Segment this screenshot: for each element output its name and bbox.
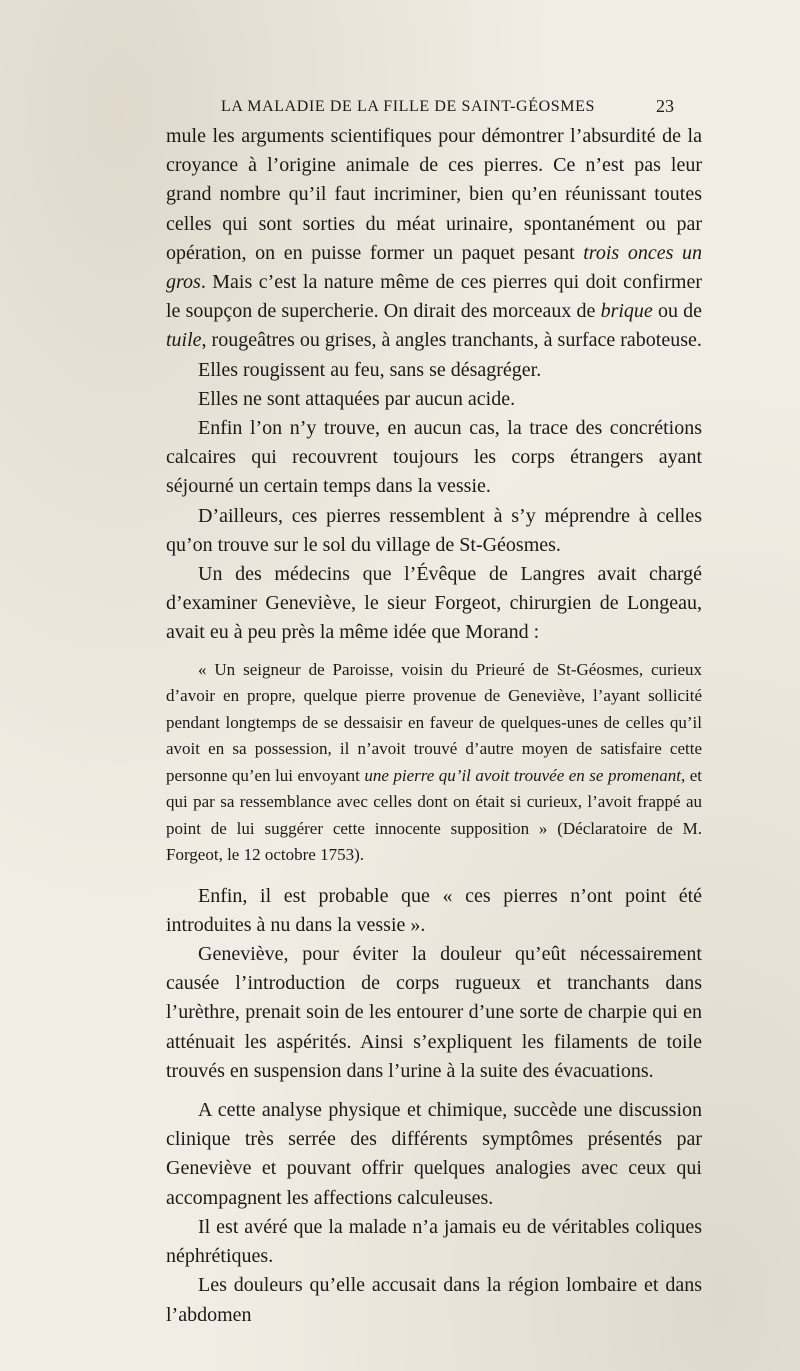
paragraph-7: Enfin, il est probable que « ces pierres n’ont point été introduites à nu dans la vessie ». [166,884,702,936]
text-run: ou de [652,300,702,323]
text-run: , rougeâtres ou grises, à angles tranchants, à surface raboteuse. [201,329,702,352]
text-run: « Un seigneur de Paroisse, voisin du Prieuré de St-Géosmes, curieux d’avoir en propre, quelque pierre provenue de Geneviève, l’ayant sollicité pendant longtemps de se dessaisir en faveur de quelques-unes de celles qu’il avoit en sa possession, il n’avoit trouvé d’autre moyen de satisfaire cette personne qu’en lui envoyant [166,659,702,785]
text-run: . Mais c’est la nature même de ces pierres qui doit confirmer le soupçon de supercherie. On dirait des morceaux de [166,271,702,323]
body-text [166,122,702,1330]
paragraph-4: Enfin l’on n’y trouve, en aucun cas, la trace des concrétions calcaires qui recouvrent toujours les corps étrangers ayant séjourné un certain temps dans la vessie. [166,417,702,498]
running-header: LA MALADIE DE LA FILLE DE SAINT-GÉOSMES [221,98,595,115]
page-number: 23 [656,96,674,116]
quotation [166,657,702,869]
paragraph-9: A cette analyse physique et chimique, succède une discussion clinique très serrée des différents symptômes présentés par Geneviève et pouvant offrir quelques analogies avec ceux qui accompagnent les affections calculeuses. [166,1099,702,1209]
paragraph-2: Elles rougissent au feu, sans se désagréger. [198,358,542,381]
paragraph-1 [166,122,702,356]
paragraph-11: Les douleurs qu’elle accusait dans la région lombaire et dans l’abdomen [166,1274,702,1326]
text-run: , et qui par sa ressemblance avec celles dont on était si curieux, l’avoit frappé au point de lui suggérer cette innocente supposition » (Déclaratoire de M. Forgeot, le 12 octobre 1753). [166,765,703,865]
text-run: mule les arguments scientifiques pour démontrer l’absurdité de la croyance à l’origine animale de ces pierres. Ce n’est pas leur grand nombre qu’il faut incriminer, bien qu’en réunissant toutes celles qui sont sorties du méat urinaire, spontanément ou par opération, on en puisse former un paquet pesant [166,125,702,264]
italic-run: tuile [166,329,202,352]
italic-run: brique [600,300,653,323]
italic-run: trois onces un gros [166,241,702,294]
paragraph-6: Un des médecins que l’Évêque de Langres avait chargé d’examiner Geneviève, le sieur Forgeot, chirurgien de Longeau, avait eu à peu près la même idée que Morand : [166,563,702,644]
paragraph-5: D’ailleurs, ces pierres ressemblent à s’y méprendre à celles qu’on trouve sur le sol du village de St-Géosmes. [166,504,702,556]
paragraph-10: Il est avéré que la malade n’a jamais eu de véritables coliques néphrétiques. [166,1215,702,1268]
paragraph-8: Geneviève, pour éviter la douleur qu’eût nécessairement causée l’introduction de corps rugueux et tranchants dans l’urèthre, prenait soin de les entourer d’une sorte de charpie qui en atténuait les aspérités. Ainsi s’expliquent les filaments de toile trouvés en suspension dans l’urine à la suite des évacuations. [166,943,702,1082]
paragraph-3: Elles ne sont attaquées par aucun acide. [198,387,516,410]
italic-run: une pierre qu’il avoit trouvée en se promenant [364,765,681,785]
